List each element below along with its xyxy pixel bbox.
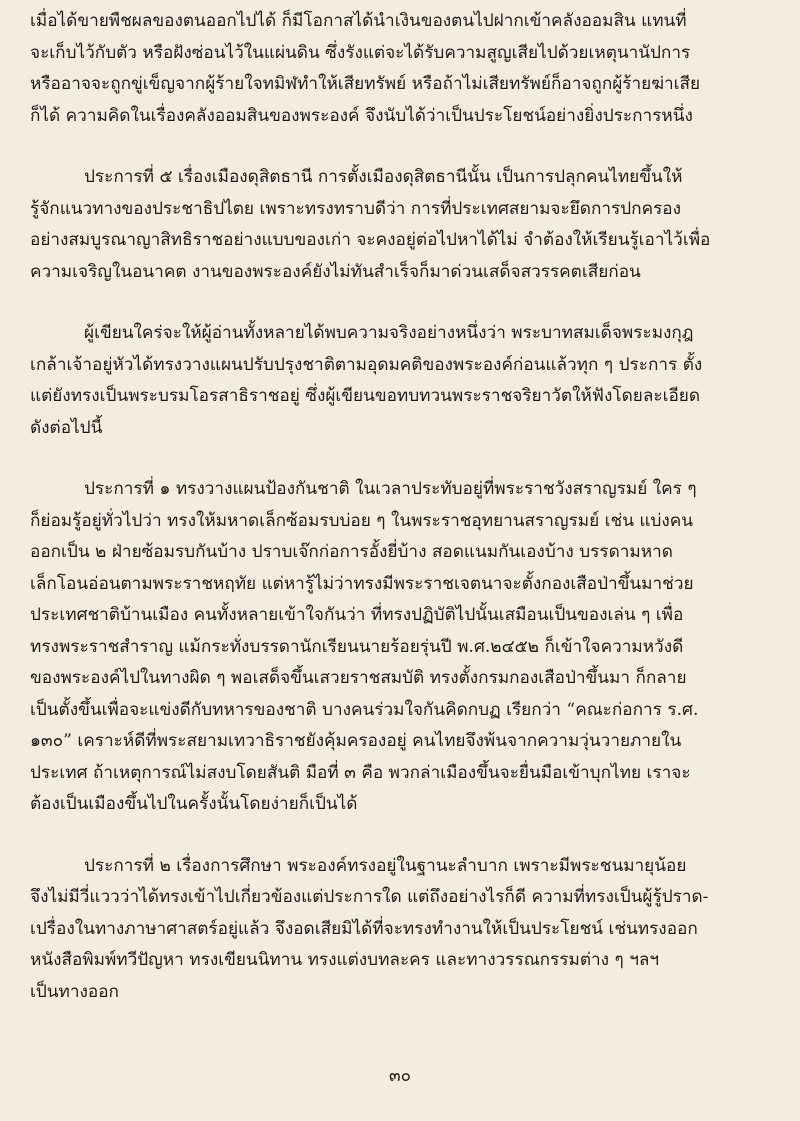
text-line: แต่ยังทรงเป็นพระบรมโอรสาธิราชอยู่ ซึ่งผู้เขียนขอทบทวนพระราชจริยาวัตให้ฟังโดยละเอียด xyxy=(30,386,701,406)
text-line: ผู้เขียนใคร่จะให้ผู้อ่านทั้งหลายได้พบความจริงอย่างหนึ่งว่า พระบาทสมเด็จพระมงกุฎ xyxy=(84,323,694,343)
text-line: หรืออาจจะถูกขู่เข็ญจากผู้ร้ายใจทมิฬทำให้เสียทรัพย์ หรือถ้าไม่เสียทรัพย์ก็อาจถูกผู้ร้ายฆ่าเสีย xyxy=(30,74,701,94)
text-line: รู้จักแนวทางของประชาธิปไตย เพราะทรงทราบดีว่า การที่ประเทศสยามจะยึดการปกครอง xyxy=(30,198,682,219)
paragraph-author-note xyxy=(30,318,782,444)
text-line: ทรงพระราชสำราญ แม้กระทั่งบรรดานักเรียนนายร้อยรุ่นปี พ.ศ.๒๔๕๒ ก็เข้าใจความหวังดี xyxy=(30,636,684,657)
text-line: เล็กโอนอ่อนตามพระราชหฤทัย แต่หารู้ไม่ว่าทรงมีพระราชเจตนาจะตั้งกองเสือป่าขึ้นมาช่วย xyxy=(30,573,694,594)
paragraph-education xyxy=(30,851,782,1009)
text-line: เมื่อได้ขายพืชผลของตนออกไปได้ ก็มีโอกาสได้นำเงินของตนไปฝากเข้าคลังออมสิน แทนที่ xyxy=(30,11,687,31)
text-line: หนังสือพิมพ์ทวีปัญหา ทรงเขียนนิทาน ทรงแต่งบทละคร และทางวรรณกรรมต่าง ๆ ฯลฯ xyxy=(30,950,660,970)
paragraph-savings-bank xyxy=(30,6,782,132)
text-line: ของพระองค์ไปในทางผิด ๆ พอเสด็จขึ้นเสวยราชสมบัติ ทรงตั้งกรมกองเสือป่าขึ้นมา ก็กลาย xyxy=(30,668,687,688)
text-line: ประการที่ ๕ เรื่องเมืองดุสิตธานี การตั้งเมืองดุสิตธานีนั้น เป็นการปลุกคนไทยขึ้นให้ xyxy=(84,167,683,187)
text-line: จะเก็บไว้กับตัว หรือฝังซ่อนไว้ในแผ่นดิน ซึ่งรังแต่จะได้รับความสูญเสียไปด้วยเหตุนานัปการ xyxy=(30,42,691,63)
text-line: ออกเป็น ๒ ฝ่ายซ้อมรบกันบ้าง ปราบเจ๊กก่อการอั้งยี่บ้าง สอดแนมกันเองบ้าง บรรดามหาด xyxy=(30,542,673,562)
text-line: เปรื่องในทางภาษาศาสตร์อยู่แล้ว จึงอดเสียมิได้ที่จะทรงทำงานให้เป็นประโยชน์ เช่นทรงออก xyxy=(30,918,698,939)
text-line: เป็นทางออก xyxy=(30,981,119,1002)
text-line: ประการที่ ๑ ทรงวางแผนป้องกันชาติ ในเวลาประทับอยู่ที่พระราชวังสราญรมย์ ใคร ๆ xyxy=(84,479,697,499)
text-line: เป็นตั้งขึ้นเพื่อจะแข่งดีกับทหารของชาติ บางคนร่วมใจกันคิดกบฏ เรียกว่า “คณะก่อการ ร.ศ. xyxy=(30,699,699,720)
text-line: ก็ได้ ความคิดในเรื่องคลังออมสินของพระองค์ จึงนับได้ว่าเป็นประโยชน์อย่างยิ่งประการหนึ่ง xyxy=(30,105,693,126)
text-line: ต้องเป็นเมืองขึ้นไปในครั้งนั้นโดยง่ายก็เป็นได้ xyxy=(30,794,358,814)
paragraph-spacer xyxy=(30,132,782,162)
text-line: อย่างสมบูรณาญาสิทธิราชอย่างแบบของเก่า จะคงอยู่ต่อไปหาได้ไม่ จำต้องให้เรียนรู้เอาไว้เพื่อ xyxy=(30,230,711,250)
paragraph-national-defense xyxy=(30,474,782,821)
text-line: ประการที่ ๒ เรื่องการศึกษา พระองค์ทรงอยู่ในฐานะลำบาก เพราะมีพระชนมายุน้อย xyxy=(84,855,687,876)
text-line: ก็ย่อมรู้อยู่ทั่วไปว่า ทรงให้มหาดเล็กซ้อมรบบ่อย ๆ ในพระราชอุทยานสราญรมย์ เช่น แบ่งคน xyxy=(30,510,694,531)
text-line: ๑๓๐” เคราะห์ดีที่พระสยามเทวาธิราชยังคุ้มครองอยู่ คนไทยจึงพ้นจากความวุ่นวายภายใน xyxy=(30,731,682,751)
page-number: ๓๐ xyxy=(389,1066,411,1086)
text-line: จึงไม่มีวี่แววว่าได้ทรงเข้าไปเกี่ยวข้องแต่ประการใด แต่ถึงอย่างไรก็ดี ความที่ทรงเป็นผู้รู้ปราด- xyxy=(30,887,709,907)
text-line: เกล้าเจ้าอยู่หัวได้ทรงวางแผนปรับปรุงชาติตามอุดมคติของพระองค์ก่อนแล้วทุก ๆ ประการ ตั้ง xyxy=(30,354,703,375)
text-line: ดังต่อไปนี้ xyxy=(30,417,103,438)
text-line: ประเทศชาติบ้านเมือง คนทั้งหลายเข้าใจกันว่า ที่ทรงปฏิบัติไปนั้นเสมือนเป็นของเล่น ๆ เพื่อ xyxy=(30,605,684,625)
paragraph-dusit-thani xyxy=(30,162,782,288)
text-line: ประเทศ ถ้าเหตุการณ์ไม่สงบโดยสันติ มือที่ ๓ คือ พวกล่าเมืองขึ้นจะยื่นมือเข้าบุกไทย เราจะ xyxy=(30,762,691,783)
paragraph-spacer xyxy=(30,288,782,318)
paragraph-spacer xyxy=(30,821,782,851)
paragraph-spacer xyxy=(30,444,782,474)
text-line: ความเจริญในอนาคต งานของพระองค์ยังไม่ทันสำเร็จก็มาด่วนเสด็จสวรรคตเสียก่อน xyxy=(30,261,641,282)
